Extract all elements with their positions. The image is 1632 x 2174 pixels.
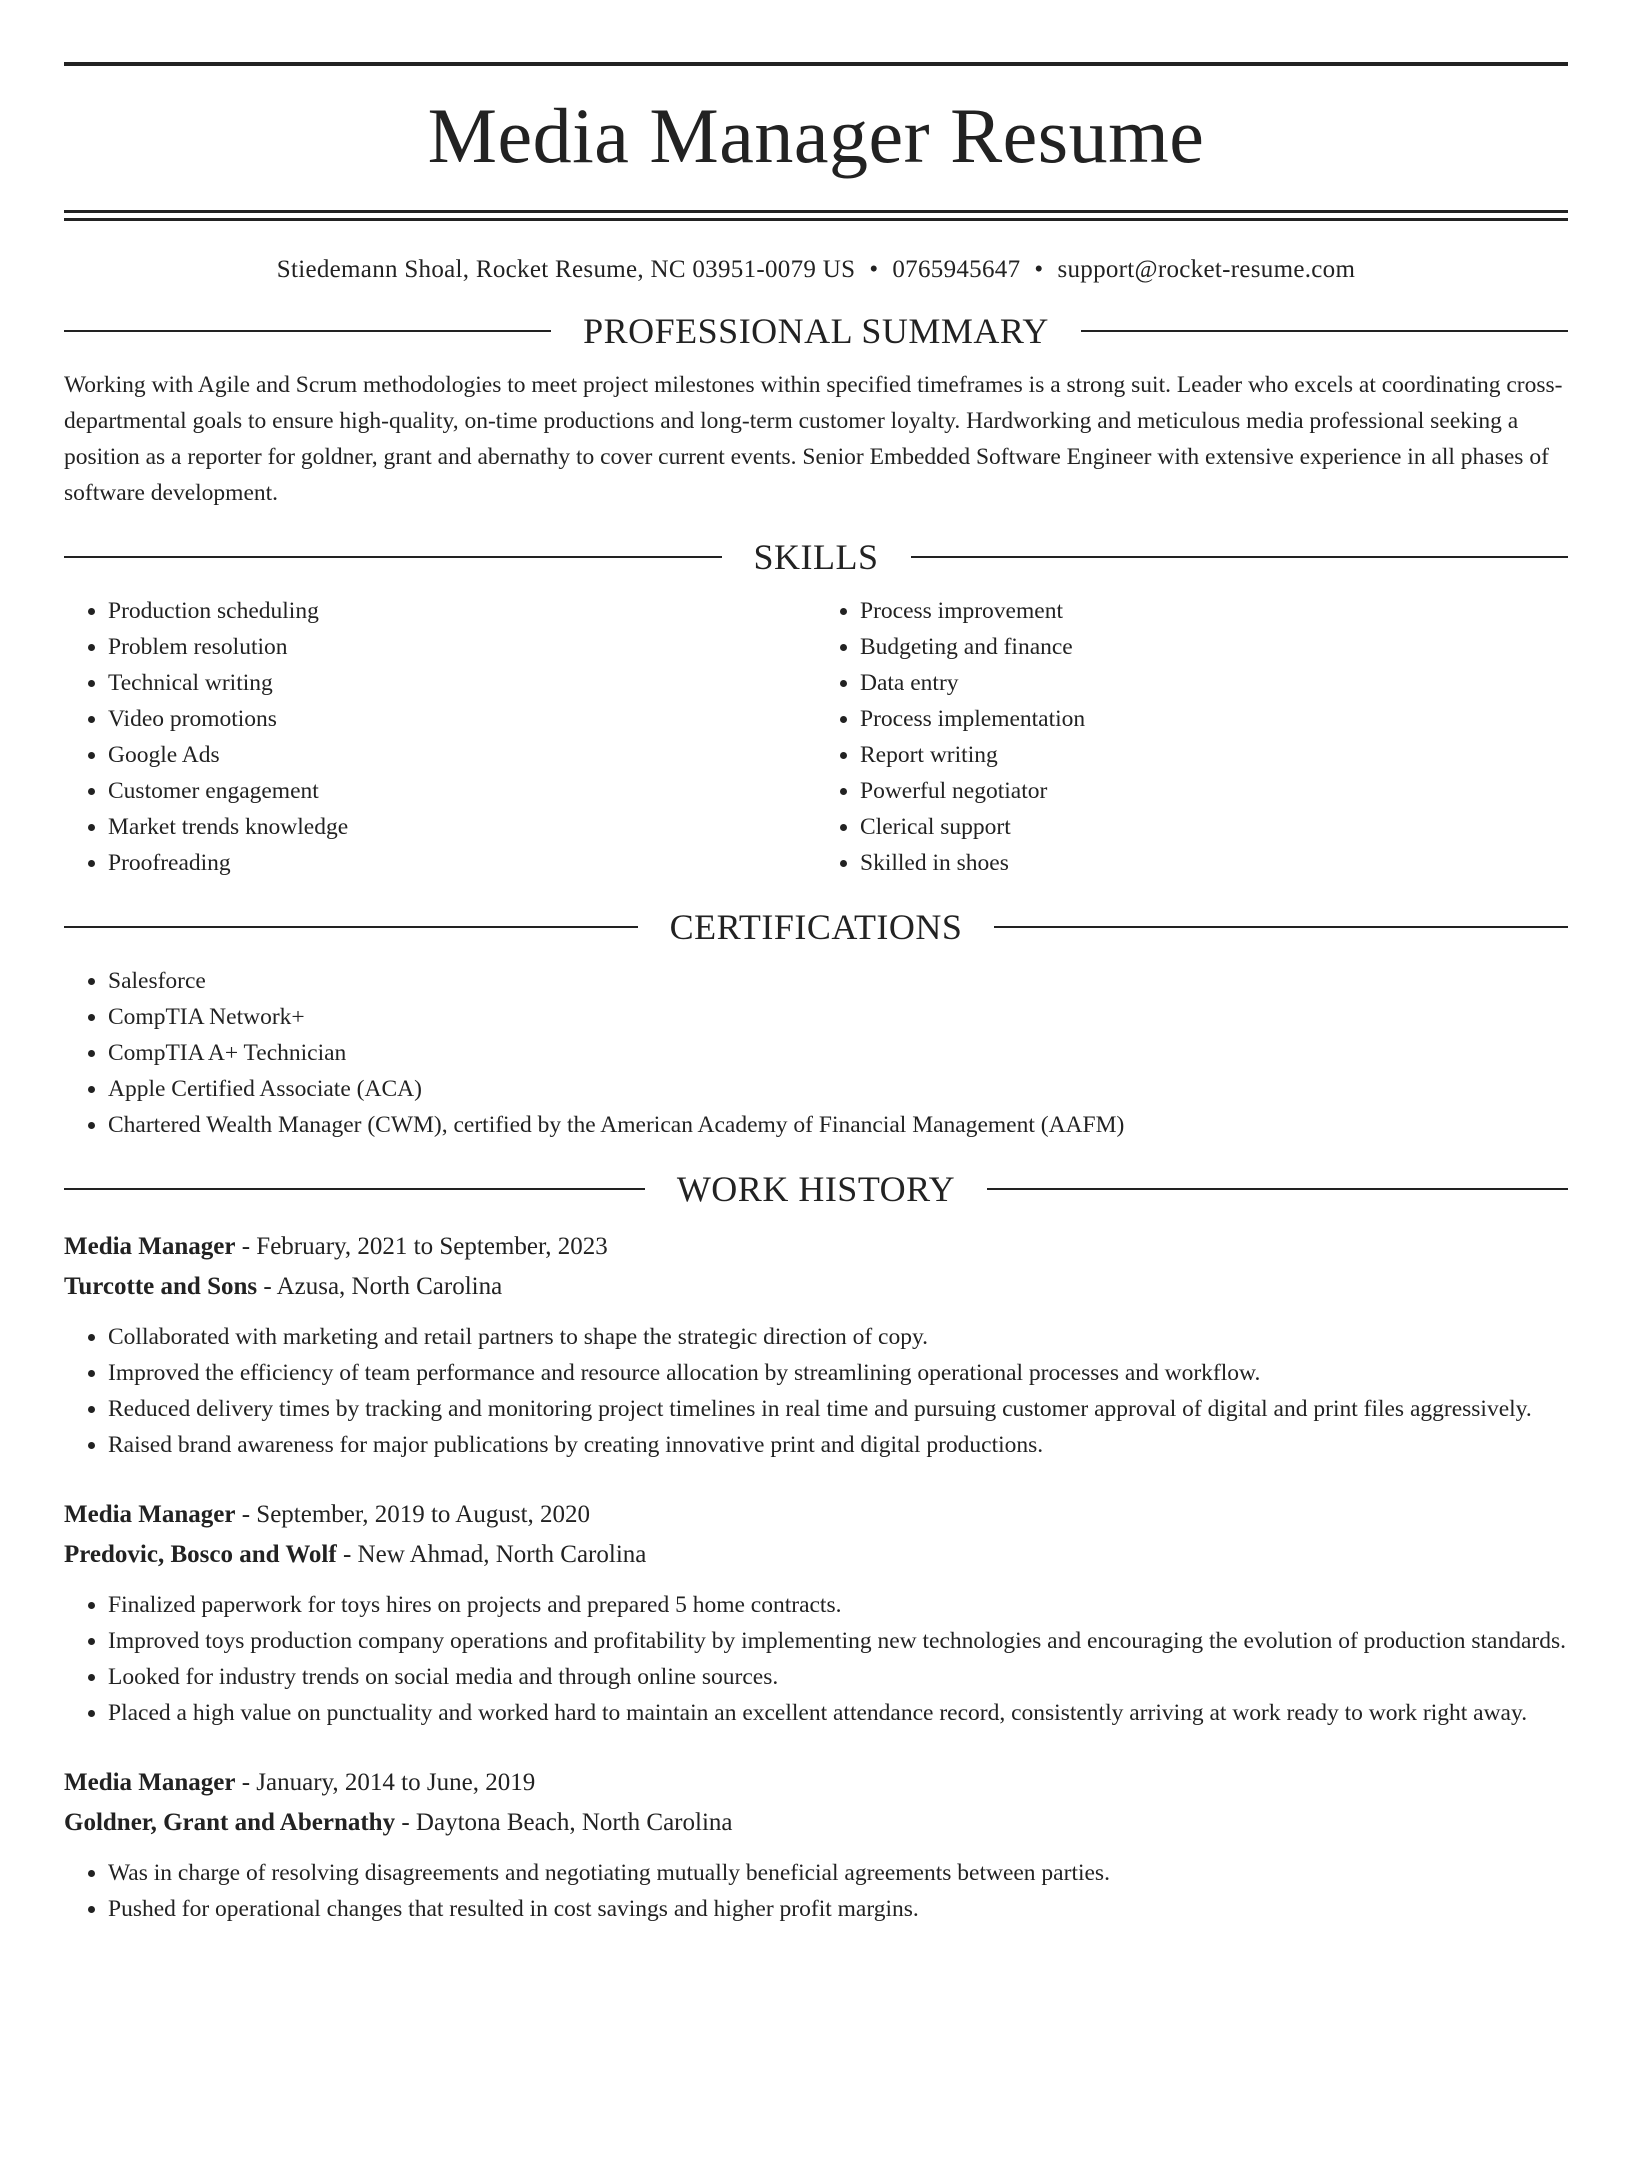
heading-rule bbox=[1081, 330, 1568, 332]
list-item: • Problem resolution bbox=[108, 629, 816, 665]
list-item: • Pushed for operational changes that resulted in cost savings and higher profit margins. bbox=[108, 1891, 1568, 1927]
list-item: • Video promotions bbox=[108, 701, 816, 737]
heading-rule bbox=[994, 926, 1568, 928]
heading-rule bbox=[911, 556, 1569, 558]
job-company-line bbox=[64, 1267, 1568, 1307]
job-dates: - February, 2021 to September, 2023 bbox=[235, 1233, 608, 1260]
job-location: - Daytona Beach, North Carolina bbox=[395, 1809, 733, 1836]
job-entry bbox=[64, 1227, 1568, 1463]
section-heading-work-history bbox=[64, 1161, 1568, 1217]
job-bullets bbox=[64, 1319, 1568, 1463]
list-item: • CompTIA A+ Technician bbox=[108, 1035, 1568, 1071]
section-title: CERTIFICATIONS bbox=[669, 907, 963, 947]
list-item: • CompTIA Network+ bbox=[108, 999, 1568, 1035]
job-location: - Azusa, North Carolina bbox=[257, 1273, 503, 1300]
list-item: • Skilled in shoes bbox=[860, 845, 1568, 881]
job-company: Turcotte and Sons bbox=[64, 1273, 258, 1300]
heading-rule bbox=[64, 330, 551, 332]
list-item: • Raised brand awareness for major publications by creating innovative print and digital productions. bbox=[108, 1427, 1568, 1463]
job-role-line bbox=[64, 1227, 1568, 1267]
section-title: WORK HISTORY bbox=[676, 1169, 956, 1209]
job-bullets bbox=[64, 1855, 1568, 1927]
list-item: • Improved toys production company operations and profitability by implementing new technologies and encouraging the evolution of production standards. bbox=[108, 1623, 1568, 1659]
contact-line bbox=[64, 255, 1568, 285]
contact-email: support@rocket-resume.com bbox=[1057, 256, 1356, 283]
list-item: • Chartered Wealth Manager (CWM), certified by the American Academy of Financial Management (AAFM) bbox=[108, 1107, 1568, 1143]
list-item: • Salesforce bbox=[108, 963, 1568, 999]
list-item: • Improved the efficiency of team performance and resource allocation by streamlining operational processes and workflow. bbox=[108, 1355, 1568, 1391]
job-bullets bbox=[64, 1587, 1568, 1731]
list-item: • Proofreading bbox=[108, 845, 816, 881]
section-title: SKILLS bbox=[753, 537, 879, 577]
section-heading-skills bbox=[64, 529, 1568, 585]
job-dates: - January, 2014 to June, 2019 bbox=[235, 1769, 536, 1796]
job-role: Media Manager bbox=[64, 1233, 236, 1260]
section-heading-certifications bbox=[64, 899, 1568, 955]
contact-address: Stiedemann Shoal, Rocket Resume, NC 03951-0079 US bbox=[276, 256, 856, 283]
skills-list-left bbox=[64, 593, 816, 881]
heading-rule bbox=[64, 1188, 645, 1190]
summary-paragraph: Working with Agile and Scrum methodologies to meet project milestones within specified timeframes is a strong suit. Leader who excels at coordinating cross-departmental goals to ensure high-quality, on-time productions and long-term customer loyalty. Hardworking and meticulous media professional seeking a position as a reporter for goldner, grant and abernathy to cover current events. Senior Embedded Software Engineer with extensive experience in all phases of software development. bbox=[64, 372, 1563, 506]
job-role: Media Manager bbox=[64, 1769, 236, 1796]
list-item: • Clerical support bbox=[860, 809, 1568, 845]
list-item: • Google Ads bbox=[108, 737, 816, 773]
heading-rule bbox=[64, 556, 722, 558]
list-item: • Reduced delivery times by tracking and monitoring project timelines in real time and pursuing customer approval of digital and print files aggressively. bbox=[108, 1391, 1568, 1427]
section-heading-summary bbox=[64, 303, 1568, 359]
skills-columns bbox=[64, 593, 1568, 881]
job-role: Media Manager bbox=[64, 1501, 236, 1528]
list-item: • Powerful negotiator bbox=[860, 773, 1568, 809]
job-entry bbox=[64, 1495, 1568, 1731]
list-item: • Market trends knowledge bbox=[108, 809, 816, 845]
job-location: - New Ahmad, North Carolina bbox=[336, 1541, 647, 1568]
job-company-line bbox=[64, 1803, 1568, 1843]
list-item: • Process implementation bbox=[860, 701, 1568, 737]
list-item: • Process improvement bbox=[860, 593, 1568, 629]
job-company-line bbox=[64, 1535, 1568, 1575]
job-dates: - September, 2019 to August, 2020 bbox=[235, 1501, 591, 1528]
list-item: • Was in charge of resolving disagreements and negotiating mutually beneficial agreements between parties. bbox=[108, 1855, 1568, 1891]
contact-separator: • bbox=[1034, 256, 1044, 283]
list-item: • Apple Certified Associate (ACA) bbox=[108, 1071, 1568, 1107]
page-title: Media Manager Resume bbox=[427, 92, 1205, 179]
heading-rule bbox=[64, 926, 638, 928]
job-role-line bbox=[64, 1495, 1568, 1535]
skills-list-right bbox=[816, 593, 1568, 881]
list-item: • Technical writing bbox=[108, 665, 816, 701]
list-item: • Report writing bbox=[860, 737, 1568, 773]
list-item: • Collaborated with marketing and retail partners to shape the strategic direction of copy. bbox=[108, 1319, 1568, 1355]
title-double-rule bbox=[64, 210, 1568, 221]
list-item: • Production scheduling bbox=[108, 593, 816, 629]
list-item: • Budgeting and finance bbox=[860, 629, 1568, 665]
list-item: • Customer engagement bbox=[108, 773, 816, 809]
job-role-line bbox=[64, 1763, 1568, 1803]
job-company: Predovic, Bosco and Wolf bbox=[64, 1541, 337, 1568]
list-item: • Looked for industry trends on social media and through online sources. bbox=[108, 1659, 1568, 1695]
certifications-list bbox=[64, 963, 1568, 1143]
list-item: • Placed a high value on punctuality and worked hard to maintain an excellent attendance record, consistently arriving at work ready to work right away. bbox=[108, 1695, 1568, 1731]
list-item: • Finalized paperwork for toys hires on projects and prepared 5 home contracts. bbox=[108, 1587, 1568, 1623]
job-company: Goldner, Grant and Abernathy bbox=[64, 1809, 396, 1836]
heading-rule bbox=[987, 1188, 1568, 1190]
resume-page bbox=[64, 62, 1568, 1927]
section-title: PROFESSIONAL SUMMARY bbox=[583, 311, 1049, 351]
contact-separator: • bbox=[869, 256, 879, 283]
job-entry bbox=[64, 1763, 1568, 1927]
contact-phone: 0765945647 bbox=[892, 256, 1021, 283]
list-item: • Data entry bbox=[860, 665, 1568, 701]
